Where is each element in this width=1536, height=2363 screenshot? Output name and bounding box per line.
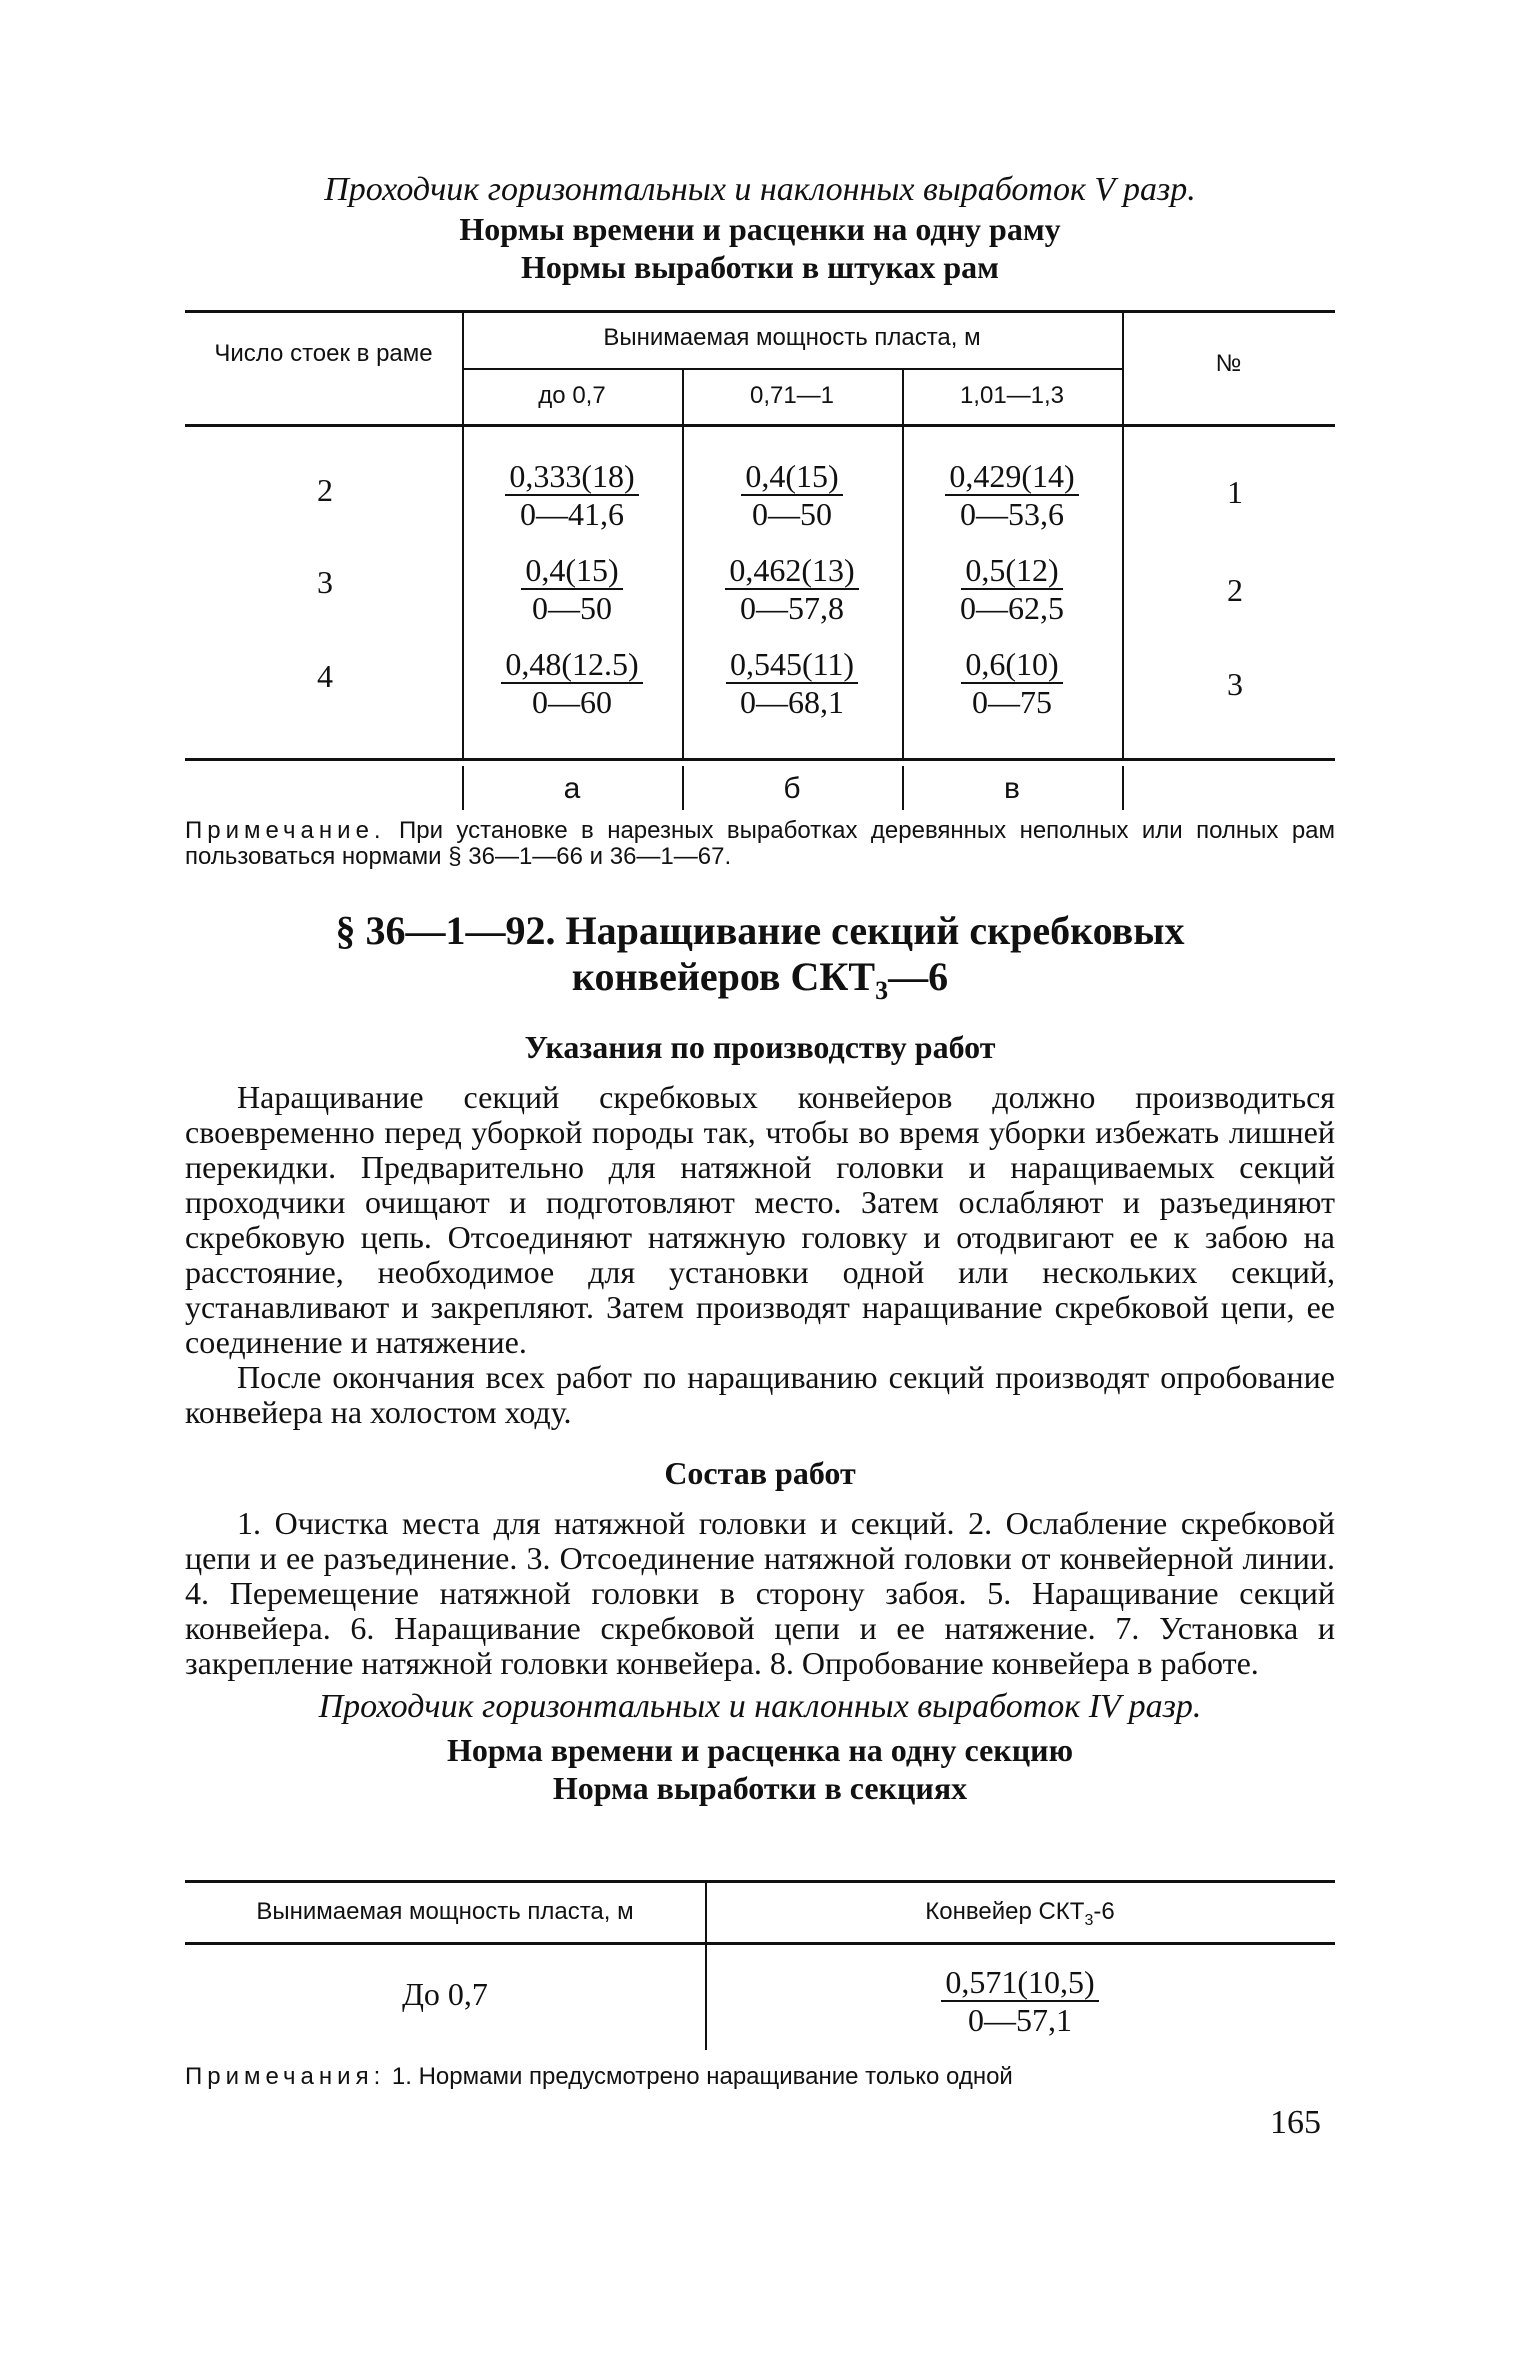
header — [185, 170, 1335, 286]
header-seam-thickness: Вынимаемая мощность пласта, м — [603, 324, 981, 351]
header-conveyor: Конвейер $СКТ_3-6$ — [925, 1898, 1115, 1929]
header-number: № — [1215, 350, 1242, 377]
norms-title-4: Норма выработки в секциях — [552, 1770, 968, 1806]
cell-norm: $\frac{0,6(10)}{0—75}$ — [902, 646, 1122, 720]
note-1 — [185, 818, 1335, 870]
cell-norm: $\frac{0,545(11)}{0—68,1}$ — [682, 646, 902, 720]
header-col-c: 1,01—1,3 — [959, 382, 1065, 409]
cell-norm: $\frac{0,5(12)}{0—62,5}$ — [960, 552, 1064, 626]
instructions-paragraph-1: Наращивание секций скребковых конвейеров должно производиться своевременно перед уборкой породы так, чтобы во время уборки избежать лишней перекидки. Предварительно для натяжной головки и наращиваемых секций проходчики очищают и подготовляют место. Затем ослабляют и разъединяют скребковую цепь. Отсоединяют натяжную головку и отодвигают ее к забою на расстояние, необходимое для установки одной или нескольких секций, устанавливают и закрепляют. Затем производят наращивание скребковой цепи, ее соединение и натяжение. — [185, 1079, 1335, 1360]
row-number: 3 — [1227, 666, 1243, 702]
note-label: Примечание. — [185, 817, 386, 844]
norms-title-3: Норма времени и расценка на одну секцию — [446, 1732, 1074, 1768]
instructions-heading: Указания по производству работ — [524, 1029, 996, 1065]
cell-norm: $\frac{0,429(14)}{0—53,6}$ — [902, 458, 1122, 532]
cell-norm: $\frac{0,4(15)}{0—50}$ — [462, 552, 682, 626]
cell-norm: $\frac{0,48(12.5)}{0—60}$ — [462, 646, 682, 720]
norms-title-1: Нормы времени и расценки на одну раму — [459, 211, 1061, 247]
cell-norm: $\frac{0,571(10,5)}{0—57,1}$ — [705, 1964, 1335, 2038]
cell-norm: $\frac{0,333(18)}{0—41,6}$ — [462, 458, 682, 532]
note-text: 1. Нормами предусмотрено наращивание только одной — [391, 2063, 1013, 2090]
note-label: Примечания: — [185, 2063, 386, 2090]
row-number: 2 — [1227, 572, 1243, 608]
section-title: § 36—1—92. Наращивание секций скребковых — [335, 908, 1185, 953]
page-number: 165 — [1270, 2104, 1321, 2141]
cell-norm: $\frac{0,4(15)}{0—50}$ — [682, 458, 902, 532]
header-col-b: 0,71—1 — [749, 382, 835, 409]
norms-table-sections — [185, 1880, 1335, 2050]
composition-text: 1. Очистка места для натяжной головки и секций. 2. Ослабление скребковой цепи и ее разъединение. 3. Отсоединение натяжной головки от конвейерной линии. 4. Перемещение натяжной головки в сторону забоя. 5. Наращивание секций конвейера. 6. Наращивание скребковой цепи и ее натяжение. 7. Установка и закрепление натяжной головки конвейера. 8. Опробование конвейера в работе. — [185, 1505, 1335, 1681]
worker-category-2: Проходчик горизонтальных и наклонных выработок IV разр. — [318, 1688, 1202, 1725]
row-number: 1 — [1227, 474, 1243, 510]
col-letter: в — [1004, 772, 1020, 805]
note-text: При установке в нарезных выработках деревянных неполных или полных рам пользоваться нормами § 36—1—66 и 36—1—67. — [185, 817, 1336, 870]
col-letter: б — [783, 772, 801, 805]
header-seam-thickness: Вынимаемая мощность пласта, м — [256, 1898, 634, 1925]
cell-norm: $\frac{0,462(13)}{0—57,8}$ — [682, 552, 902, 626]
header-col-a: до 0,7 — [538, 382, 606, 409]
worker-category: Проходчик горизонтальных и наклонных выработок V разр. — [324, 171, 1196, 208]
composition-heading: Состав работ — [664, 1455, 856, 1491]
section — [185, 908, 1335, 1807]
row-label: 4 — [317, 658, 333, 694]
row-label: 2 — [317, 472, 333, 508]
col-letter: а — [563, 772, 581, 805]
header-rows-count: Число стоек в раме — [214, 340, 433, 367]
row-label: До 0,7 — [402, 1976, 488, 2012]
instructions-paragraph-2: После окончания всех работ по наращиванию секций производят опробование конвейера на холостом ходу. — [185, 1359, 1335, 1430]
section-title-2: конвейеров $СКТ_3—6$ — [571, 954, 949, 1005]
note-2 — [185, 2064, 1335, 2090]
row-label: 3 — [317, 564, 333, 600]
norms-title-2: Нормы выработки в штуках рам — [521, 249, 999, 285]
